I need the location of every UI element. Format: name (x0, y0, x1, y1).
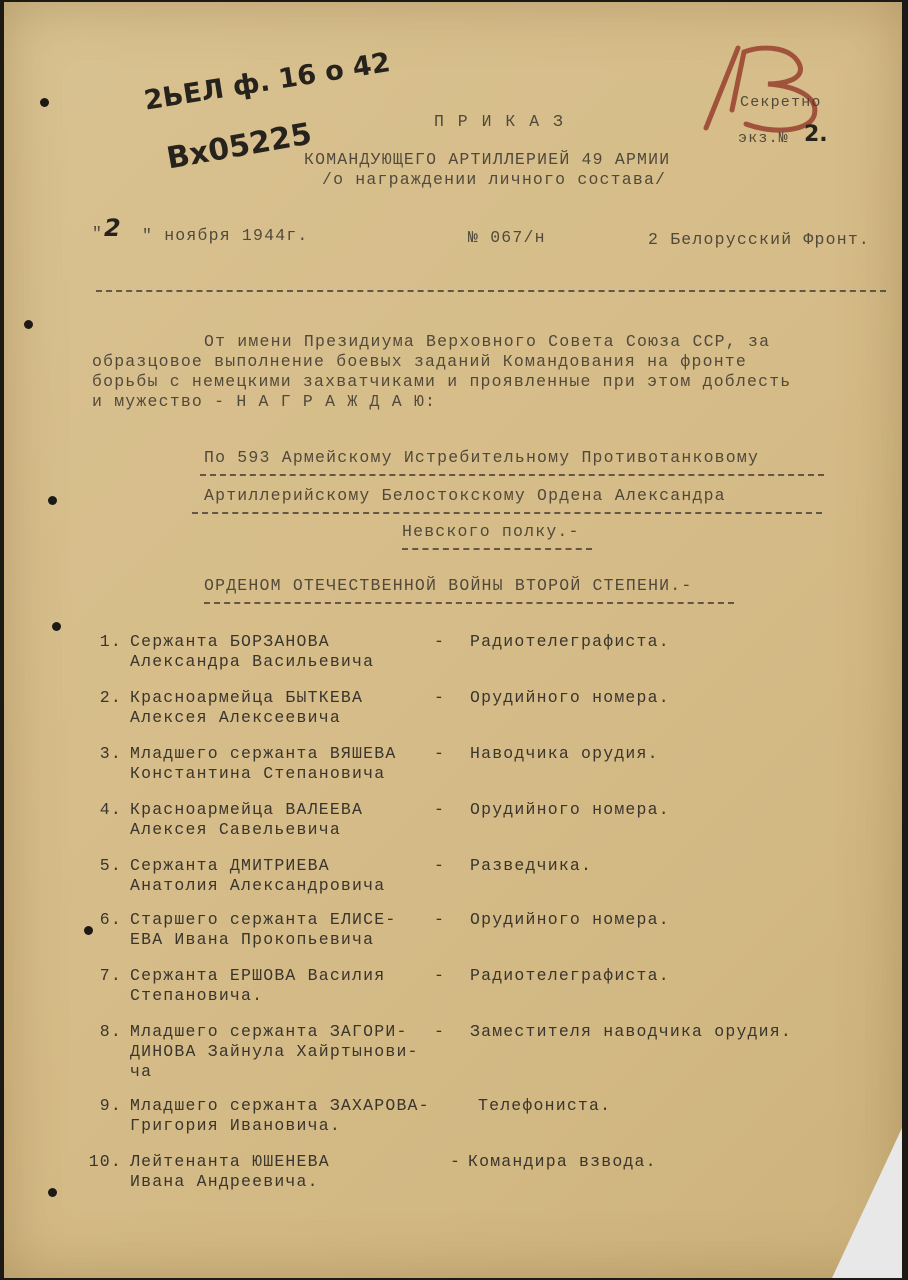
secret-label: Секретно (740, 94, 822, 111)
item-number: 4. (99, 800, 122, 819)
item-name: Красноармейца БЫТКЕВА (130, 688, 364, 707)
item-name-cont: Алексея Савельевича (130, 820, 341, 839)
item-name: Сержанта ДМИТРИЕВА (130, 856, 330, 875)
item-name-cont: ЕВА Ивана Прокопьевича (130, 930, 375, 949)
list-item (84, 856, 844, 900)
list-item (84, 1096, 844, 1140)
item-number: 5. (99, 856, 122, 875)
item-name-cont: Алексея Алексеевича (130, 708, 341, 727)
document-title: П Р И К А З (434, 112, 565, 131)
item-dash: - (434, 688, 446, 707)
preamble-line: образцовое выполнение боевых заданий Командования на фронте (92, 352, 747, 371)
date-month-year: " ноября 1944г. (142, 226, 309, 245)
unit-underline (192, 512, 822, 514)
list-item (84, 800, 844, 844)
list-item (84, 632, 844, 676)
item-name-cont: Степановича. (130, 986, 264, 1005)
item-dash: - (434, 966, 446, 985)
item-role: Разведчика. (470, 856, 593, 875)
item-number: 9. (99, 1096, 122, 1115)
item-name-cont: Константина Степановича (130, 764, 386, 783)
item-name: Младшего сержанта ЗАХАРОВА- (130, 1096, 430, 1115)
document-subtitle: КОМАНДУЮЩЕГО АРТИЛЛЕРИЕЙ 49 АРМИИ (304, 150, 671, 169)
item-role: Радиотелеграфиста. (470, 966, 670, 985)
list-item (84, 688, 844, 732)
preamble-line: и мужество - Н А Г Р А Ж Д А Ю: (92, 392, 437, 411)
list-item (84, 1152, 844, 1196)
binding-hole (48, 496, 57, 505)
date-quote: " (92, 224, 104, 243)
unit-line: Артиллерийскому Белостокскому Ордена Александра (204, 486, 726, 505)
item-dash: - (434, 632, 446, 651)
item-name: Старшего сержанта ЕЛИСЕ- (130, 910, 397, 929)
item-number: 3. (99, 744, 122, 763)
item-name: Сержанта БОРЗАНОВА (130, 632, 330, 651)
item-name: Сержанта ЕРШОВА Василия (130, 966, 386, 985)
item-dash: - (434, 1022, 446, 1041)
item-dash: - (434, 744, 446, 763)
award-title: ОРДЕНОМ ОТЕЧЕСТВЕННОЙ ВОЙНЫ ВТОРОЙ СТЕПЕНИ.- (204, 576, 693, 595)
binding-hole (52, 622, 61, 631)
list-item (84, 1022, 844, 1082)
item-number: 2. (99, 688, 122, 707)
handwritten-incoming-number: Вх05225 (164, 116, 315, 177)
unit-underline (402, 548, 592, 550)
item-name-cont: Анатолия Александровича (130, 876, 386, 895)
award-underline (204, 602, 734, 604)
copy-label: экз.№ (738, 130, 790, 147)
item-name-cont: Григория Ивановича. (130, 1116, 341, 1135)
item-name-cont: ча (130, 1062, 153, 1081)
item-number: 1. (99, 632, 122, 651)
order-number: № 067/н (468, 228, 546, 247)
item-role: Телефониста. (478, 1096, 612, 1115)
item-role: Радиотелеграфиста. (470, 632, 670, 651)
item-number: 10. (88, 1152, 122, 1171)
unit-line: Невского полку.- (402, 522, 580, 541)
binding-hole (48, 1188, 57, 1197)
document-subtitle-note: /о награждении личного состава/ (322, 170, 667, 189)
item-name-cont: Александра Васильевича (130, 652, 375, 671)
page-corner-fold (832, 1128, 902, 1278)
item-name: Младшего сержанта ЗАГОРИ- (130, 1022, 408, 1041)
binding-hole (24, 320, 33, 329)
item-number: 8. (99, 1022, 122, 1041)
item-name: Красноармейца ВАЛЕЕВА (130, 800, 364, 819)
item-role: Командира взвода. (468, 1152, 657, 1171)
item-number: 6. (99, 910, 122, 929)
list-item (84, 910, 844, 954)
item-dash: - (434, 800, 446, 819)
preamble-line: От имени Президиума Верховного Совета Союза ССР, за (204, 332, 771, 351)
preamble-line: борьбы с немецкими захватчиками и проявленные при этом доблесть (92, 372, 792, 391)
item-role: Орудийного номера. (470, 688, 670, 707)
list-item (84, 966, 844, 1010)
list-item (84, 744, 844, 788)
item-role: Наводчика орудия. (470, 744, 659, 763)
item-dash: - (450, 1152, 462, 1171)
item-name-cont: Ивана Андреевича. (130, 1172, 319, 1191)
item-name-cont: ДИНОВА Зайнула Хайртынови- (130, 1042, 419, 1061)
front-name: 2 Белорусский Фронт. (648, 230, 871, 249)
copy-number: 2. (804, 122, 828, 147)
date-day: 2 (104, 214, 121, 242)
item-name: Лейтенанта ЮШЕНЕВА (130, 1152, 330, 1171)
item-role: Орудийного номера. (470, 910, 670, 929)
separator-line (96, 290, 886, 292)
item-number: 7. (99, 966, 122, 985)
document-page (4, 2, 902, 1278)
binding-hole (40, 98, 49, 107)
unit-line: По 593 Армейскому Истребительному Противотанковому (204, 448, 760, 467)
item-role: Орудийного номера. (470, 800, 670, 819)
item-name: Младшего сержанта ВЯШЕВА (130, 744, 397, 763)
item-dash: - (434, 910, 446, 929)
item-dash: - (434, 856, 446, 875)
handwritten-archive-mark: 2ЬЕЛ ф. 16 о 42 (142, 47, 393, 117)
item-role: Заместителя наводчика орудия. (470, 1022, 792, 1041)
unit-underline (200, 474, 824, 476)
